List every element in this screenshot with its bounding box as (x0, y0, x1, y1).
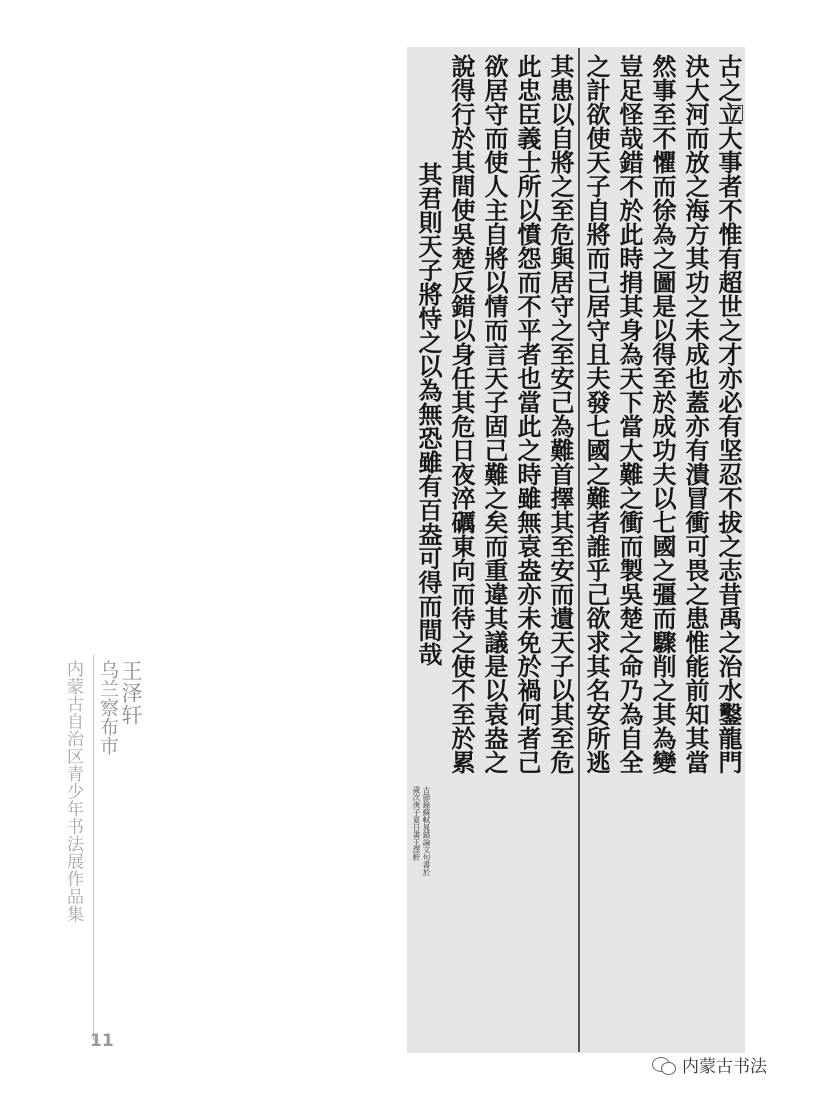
calligraphy-column: 古之立大事者不惟有超世之才亦必有坚忍不拔之志昔禹之治水鑿龍門 (714, 54, 743, 774)
calligraphy-column: 說得行於其間使吳楚反錯以身任其危日夜淬礪東向而待之使不至於累 (447, 54, 476, 774)
margin-rule (93, 655, 94, 1040)
inscription-line: 歲次庚子夏日書王澤軒 (412, 786, 421, 861)
author-name: 王泽轩 (119, 660, 143, 726)
watermark-text: 内蒙古书法 (682, 1057, 767, 1077)
calligraphy-column: 之計欲使天子自將而己居守且夫發七國之難者誰乎己欲求其名安所逃 (582, 54, 611, 774)
calligraphy-column: 此忠臣義士所以憤怨而不平者也當此之時雖無袁盎亦未免於禍何者己 (513, 54, 542, 774)
calligraphy-columns-right (580, 54, 745, 774)
calligraphy-columns-left (412, 54, 577, 774)
watermark (652, 1052, 767, 1077)
artist-inscription (412, 786, 430, 876)
wechat-icon (652, 1055, 676, 1075)
page-number: 11 (90, 1031, 114, 1051)
calligraphy-column: 決大河而放之海方其功之未成也蓋亦有潰冒衝可畏之患惟能前知其當 (681, 54, 710, 774)
seal-stamp (730, 105, 743, 121)
book-title: 内蒙古自治区青少年书法展作品集 (63, 660, 83, 923)
calligraphy-column: 豈足怪哉錯不於此時捐其身為天下當大難之衝而製吳楚之命乃為自全 (615, 54, 644, 774)
calligraphy-column: 欲居守而使人主自將以情而言天子固己難之矣而重違其議是以袁盎之 (480, 54, 509, 774)
calligraphy-column: 其患以自將之至危與居守之至安己為難首擇其至安而遺天子以其至危 (546, 54, 575, 774)
author-city: 乌兰察布市 (97, 660, 119, 755)
calligraphy-column: 然事至不懼而徐為之圖是以得至於成功夫以七國之彊而驟削之其為變 (648, 54, 677, 774)
inscription-line: 古節錄蘇軾晁錯論文句書於 (422, 786, 431, 876)
panel-divider (578, 48, 580, 1052)
calligraphy-column: 其君則天子將恃之以為無恐雖有百盎可得而間哉 (414, 162, 443, 666)
